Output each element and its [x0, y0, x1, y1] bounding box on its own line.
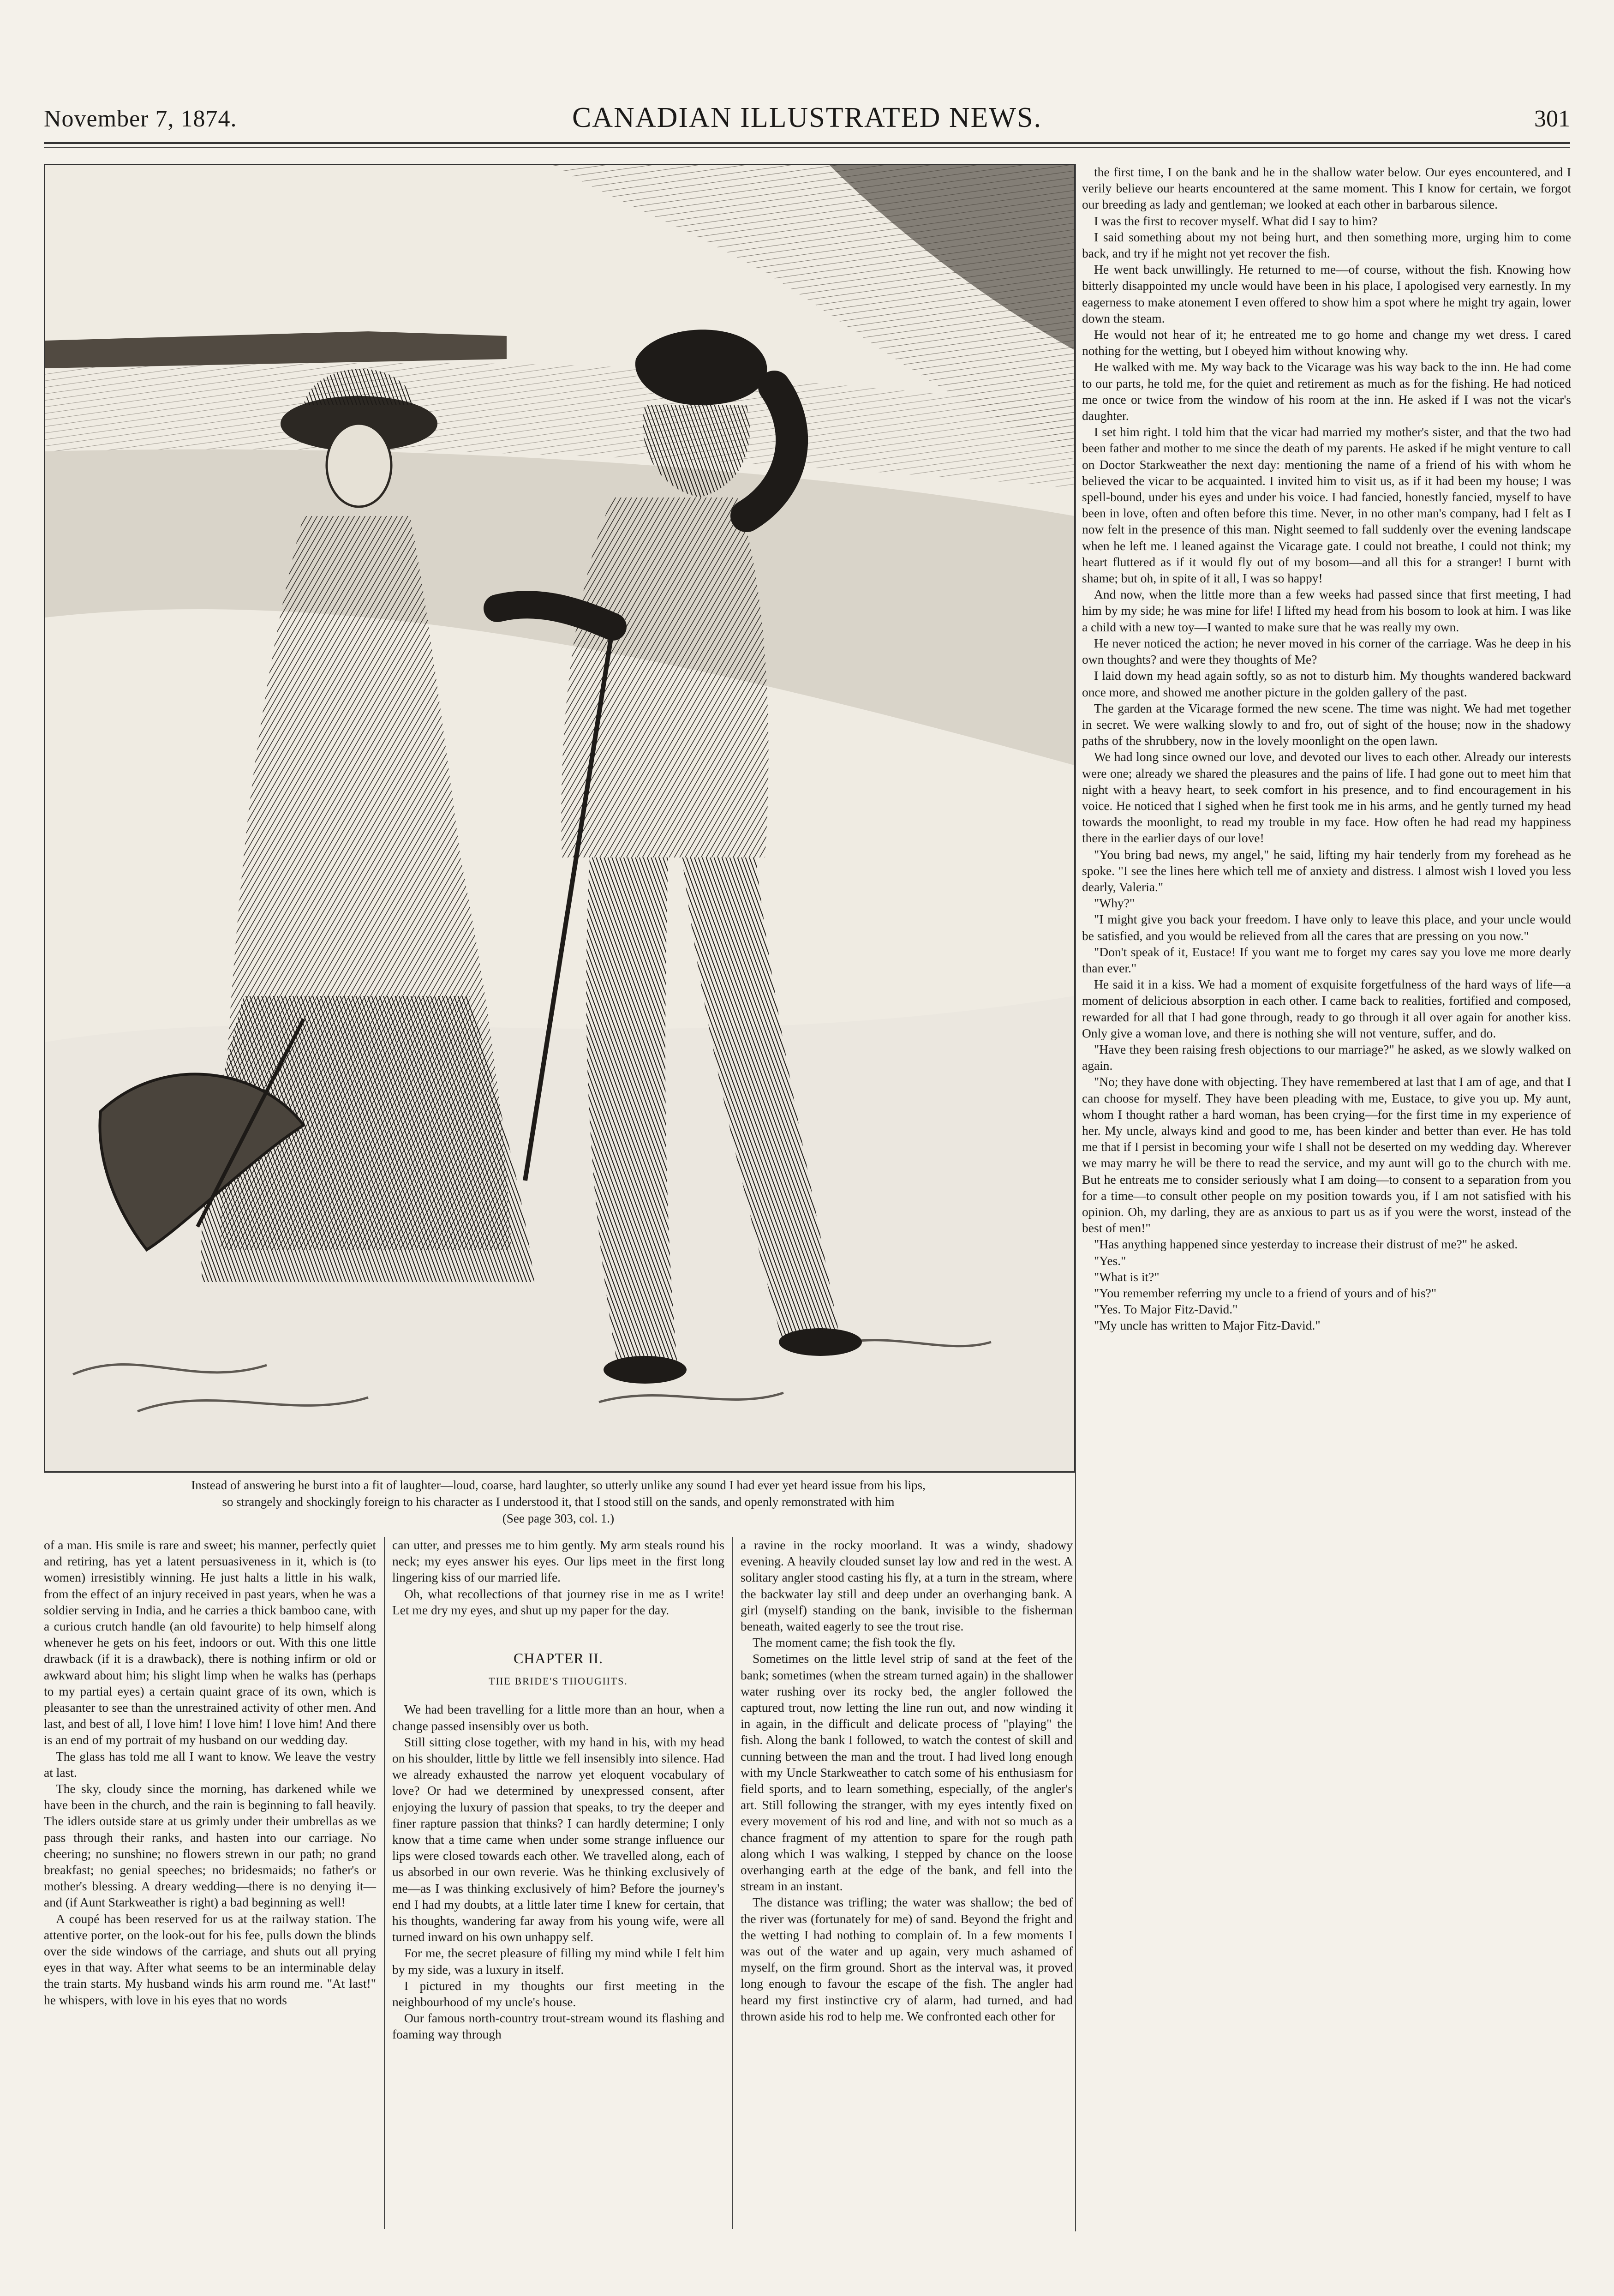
paragraph: The garden at the Vicarage formed the new scene. The time was night. We had met together in secret. We were walking slowly to and fro, out of sight of the house; now in the shadowy paths of the shrubbery, now in the lovely moonlight on the open lawn.: [1082, 701, 1571, 748]
paragraph: "My uncle has written to Major Fitz-David.": [1094, 1318, 1321, 1333]
paragraph: He never noticed the action; he never moved in his corner of the carriage. Was he deep in his own thoughts? and were they thoughts of Me?: [1082, 635, 1571, 667]
paragraph: The sky, cloudy since the morning, has darkened while we have been in the church, and the rain is beginning to fall heavily. The idlers outside stare at us grimly under their umbrellas as we pass through their ranks, and hasten into our carriage. No cheering; no sunshine; no flowers strewn in our path; no grand breakfast; no genial speeches; no bridesmaids; no father's or mother's blessing. A dreary wedding—there is no denying it—and (if Aunt Starkweather is right) a bad beginning as well!: [44, 1781, 376, 1910]
paragraph: "Have they been raising fresh objections to our marriage?" he asked, as we slowly walked on again.: [1082, 1042, 1571, 1073]
column-divider: [384, 1537, 385, 2229]
paragraph: "Don't speak of it, Eustace! If you want me to forget my cares say you love me more dearly than ever.": [1082, 944, 1571, 975]
paragraph: a ravine in the rocky moorland. It was a windy, shadowy evening. A heavily clouded sunset lay low and red in the west. A solitary angler stood casting his fly, at a turn in the stream, where the backwater lay still and deep under an overhanging bank. A girl (myself) standing on the bank, invisible to the fisherman beneath, waited eagerly to see the trout rise.: [741, 1538, 1073, 1634]
engraving-figure-couple: [45, 165, 1074, 1471]
chapter-heading: CHAPTER II.: [513, 1650, 604, 1667]
right-column: [1082, 164, 1571, 1334]
bottom-column-3: [741, 1537, 1073, 2024]
paragraph: "Why?": [1094, 896, 1135, 911]
paragraph: Sometimes on the little level strip of sand at the feet of the bank; sometimes (when the stream turned again) in the shallower water rushing over its rocky bed, the angler followed the captured trout, now letting the line run out, and now winding it in again, in the difficult and delicate process of "playing" the fish. Along the bank I followed, to watch the contest of skill and cunning between the man and the trout. I had lived long enough with my Uncle Starkweather to catch some of his enthusiasm for field sports, and to learn something, especially, of the angler's art. Still following the stranger, with my eyes intently fixed on every movement of his rod and line, and with not so much as a chance fragment of my attention to spare for the rough path along which I was walking, I stepped by chance on the loose overhanging earth at the edge of the bank, and fell into the stream in an instant.: [741, 1651, 1073, 1894]
paragraph: "You bring bad news, my angel," he said, lifting my hair tenderly from my forehead as he spoke. "I see the lines here which tell me of anxiety and distress. I almost wish I loved you less dearly, Valeria.": [1082, 847, 1571, 894]
paragraph: The glass has told me all I want to know. We leave the vestry at last.: [44, 1749, 376, 1780]
paragraph: I laid down my head again softly, so as not to disturb him. My thoughts wandered backward once more, and showed me another picture in the golden gallery of the past.: [1082, 668, 1571, 699]
paragraph: "You remember referring my uncle to a friend of yours and of his?": [1094, 1286, 1437, 1301]
paragraph: of a man. His smile is rare and sweet; his manner, perfectly quiet and retiring, has yet a latent persuasiveness in it, which is (to women) irresistibly winning. He just halts a little in his walk, from the effect of an injury received in past years, when he was a soldier serving in India, and he carries a thick bamboo cane, with a curious crutch handle (an old favourite) to help himself along whenever he gets on his feet, indoors or out. With this one little drawback (if it is a drawback), there is nothing infirm or old or awkward about him; his slight limp when he walks has (perhaps to my partial eyes) a certain quaint grace of its own, which is pleasanter to see than the unrestrained activity of other men. And last, and best of all, I love him! I love him! I love him! And there is an end of my portrait of my husband on our wedding day.: [44, 1538, 376, 1747]
paragraph: He went back unwillingly. He returned to me—of course, without the fish. Knowing how bitterly disappointed my uncle would have been in his place, I apologised very earnestly. In my eagerness to make atonement I even offered to show him a spot where he might try again, lower down the steam.: [1082, 262, 1571, 325]
bottom-column-2: [392, 1537, 724, 2043]
paragraph: The moment came; the fish took the fly.: [753, 1635, 956, 1650]
paragraph: He would not hear of it; he entreated me to go home and change my wet dress. I cared nothing for the wetting, but I obeyed him without knowing why.: [1082, 327, 1571, 358]
masthead-rule-thin: [44, 147, 1570, 148]
paragraph: A coupé has been reserved for us at the railway station. The attentive porter, on the look-out for his fee, pulls down the blinds over the side windows of the carriage, and shuts out all prying eyes in that way. After what seems to be an interminable delay the train starts. My husband winds his arm round me. "At last!" he whispers, with love in his eyes that no words: [44, 1911, 376, 2007]
paragraph: I said something about my not being hurt, and then something more, urging him to come back, and try if he might not yet recover the fish.: [1082, 229, 1571, 261]
paragraph: He walked with me. My way back to the Vicarage was his way back to the inn. He had come to our parts, he told me, for the quiet and retirement as much as for the fishing. He had noticed me once or twice from the window of his room at the inn. He asked if I was not the vicar's daughter.: [1082, 360, 1571, 423]
caption-line: so strangely and shockingly foreign to his character as I understood it, that I stood still on the sands, and openly remonstrated with him: [222, 1495, 895, 1509]
masthead: [44, 102, 1570, 143]
paragraph: I pictured in my thoughts our first meeting in the neighbourhood of my uncle's house.: [392, 1978, 724, 2009]
paragraph: Oh, what recollections of that journey rise in me as I write! Let me dry my eyes, and shut up my paper for the day.: [392, 1586, 724, 1617]
caption-reference: (See page 303, col. 1.): [502, 1511, 615, 1525]
masthead-rule: [44, 142, 1570, 144]
chapter-subtitle: THE BRIDE'S THOUGHTS.: [489, 1675, 628, 1687]
paragraph: "Yes. To Major Fitz-David.": [1094, 1302, 1238, 1317]
paragraph: He said it in a kiss. We had a moment of exquisite forgetfulness of the hard ways of life—a moment of delicious absorption in each other. I came back to realities, fortified and composed, rewarded for all that I had gone through, ready to go through it all over again for another kiss. Only give a woman love, and there is nothing she will not venture, suffer, and do.: [1082, 977, 1571, 1040]
paragraph: The distance was trifling; the water was shallow; the bed of the river was (fortunately for me) of sand. Beyond the fright and the wetting I had nothing to complain of. In a few moments I was out of the water and up again, very much ashamed of myself, on the firm ground. Short as the interval was, it proved long enough to favour the escape of the fish. The angler had heard my first instinctive cry of alarm, had turned, and had thrown aside his rod to help me. We confronted each other for: [741, 1895, 1073, 2023]
caption-line: Instead of answering he burst into a fit of laughter—loud, coarse, hard laughter, so utterly unlike any sound I had ever yet heard issue from his lips,: [191, 1478, 926, 1492]
paragraph: We had long since owned our love, and devoted our lives to each other. Already our interests were one; already we shared the pleasures and the pains of life. I had gone out to meet him that night with a heavy heart, to seek comfort in his presence, and to find encouragement in his voice. He noticed that I sighed when he first took me in his arms, and he gently turned my head towards the moonlight, to read my trouble in my face. How often he had read my happiness there in the earlier days of our love!: [1082, 749, 1571, 845]
column-divider: [1075, 164, 1076, 2231]
publication-title: CANADIAN ILLUSTRATED NEWS.: [572, 102, 1042, 133]
paragraph: "What is it?": [1094, 1269, 1160, 1284]
column-divider: [732, 1537, 733, 2229]
page-number: 301: [1534, 106, 1570, 132]
engraving-illustration: [44, 164, 1076, 1473]
paragraph: Still sitting close together, with my hand in his, with my head on his shoulder, little by little we fell insensibly into silence. Had we already exhausted the narrow yet eloquent vocabulary of love? Or had we determined by unexpressed consent, after enjoying the luxury of passion that speaks, to try the deeper and finer rapture passion that thinks? I can hardly determine; I only know that a time came when under some strange influence our lips were closed towards each other. We travelled along, each of us absorbed in our own reverie. Was he thinking exclusively of me—as I was thinking exclusively of him? Before the journey's end I had my doubts, at a little later time I knew for certain, that his thoughts, wandering far away from his young wife, were all turned inward on his own unhappy self.: [392, 1734, 724, 1944]
paragraph: "I might give you back your freedom. I have only to leave this place, and your uncle would be satisfied, and you would be relieved from all the cares that are pressing on you now.": [1082, 912, 1571, 943]
paragraph: Our famous north-country trout-stream wound its flashing and foaming way through: [392, 2011, 724, 2042]
issue-date: November 7, 1874.: [44, 106, 237, 132]
paragraph: I set him right. I told him that the vicar had married my mother's sister, and that the two had been father and mother to me since the death of my parents. He asked if he might venture to call on Doctor Starkweather the next day: mentioning the name of a friend of his with whom he believed the vicar to be acquainted. I invited him to visit us, as if it had been my house; I was spell-bound, under his eyes and under his voice. I had fancied, honestly fancied, myself to have been in love, often and often before this time. Never, in no other man's company, had I felt as I now felt in the presence of this man. Night seemed to fall suddenly over the evening landscape when he left me. I leaned against the Vicarage gate. I could not breathe, I could not think; my heart fluttered as if it would fly out of my bosom—and all this for a stranger! I burnt with shame; but oh, in spite of it all, I was so happy!: [1082, 425, 1571, 586]
paragraph: I was the first to recover myself. What did I say to him?: [1094, 213, 1378, 228]
paragraph: the first time, I on the bank and he in the shallow water below. Our eyes encountered, and I verily believe our hearts encountered at the same moment. This I know for certain, we forgot our breeding as lady and gentleman; we looked at each other in barbarous silence.: [1082, 165, 1571, 212]
paragraph: For me, the secret pleasure of filling my mind while I felt him by my side, was a luxury in itself.: [392, 1946, 724, 1977]
paragraph: We had been travelling for a little more than an hour, when a change passed insensibly over us both.: [392, 1702, 724, 1733]
paragraph: "Has anything happened since yesterday to increase their distrust of me?" he asked.: [1094, 1237, 1518, 1252]
paragraph: "Yes.": [1094, 1253, 1126, 1268]
paragraph: can utter, and presses me to him gently. My arm steals round his neck; my eyes answer his eyes. Our lips meet in the first long lingering kiss of our married life.: [392, 1538, 724, 1585]
paragraph: "No; they have done with objecting. They have remembered at last that I am of age, and that I can choose for myself. They have been pleading with me, Eustace, to give you up. My aunt, whom I thought rather a hard woman, has been crying—for the first time in my experience of her. My uncle, always kind and good to me, has been kinder and better than ever. He has told me that if I persist in becoming your wife I shall not be deserted on my wedding day. Wherever we may marry he will be there to read the service, and my aunt will go to the church with me. But he entreats me to consider seriously what I am doing—to consent to a separation from you for a time—to consult other people on my position towards you, if I am not satisfied with his opinion. Oh, my darling, they are as anxious to part us as if you were the worst, instead of the best of men!": [1082, 1074, 1571, 1235]
illustration-caption: [44, 1477, 1073, 1527]
bottom-column-1: [44, 1537, 376, 2008]
paragraph: And now, when the little more than a few weeks had passed since that first meeting, I had him by my side; he was mine for life! I lifted my head from his bosom to look at him. I was like a child with a new toy—I wanted to make sure that he was really my own.: [1082, 587, 1571, 634]
